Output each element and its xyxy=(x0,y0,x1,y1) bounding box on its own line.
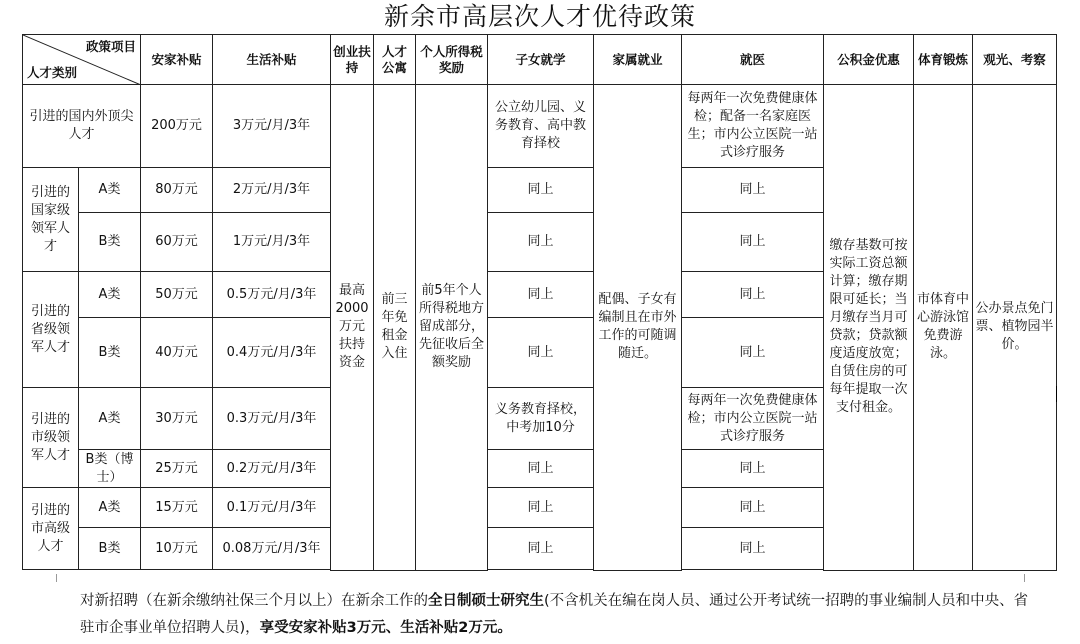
spacer-cell xyxy=(213,570,331,571)
house-subsidy-cell: 200万元 xyxy=(141,85,213,168)
school-cell: 同上 xyxy=(488,272,594,318)
house-subsidy-cell: 25万元 xyxy=(141,450,213,488)
note-paragraph xyxy=(80,588,1040,642)
housing-fund-cell: 缴存基数可按实际工资总额计算；缴存期限可延长；当月缴存当月可贷款；贷款额度适度放宽；自赁住房的可每年提取一次支付租金。 xyxy=(824,85,914,571)
col-header-tour: 观光、考察 xyxy=(973,35,1057,85)
school-cell: 公立幼儿园、义务教育、高中教育择校 xyxy=(488,85,594,168)
living-subsidy-cell: 1万元/月/3年 xyxy=(213,213,331,272)
text-cursor xyxy=(1056,386,1057,402)
startup-support-cell: 最高2000万元扶持资金 xyxy=(331,85,374,571)
sport-cell: 市体育中心游泳馆免费游泳。 xyxy=(914,85,973,571)
page-title: 新余市高层次人才优待政策 xyxy=(383,2,696,31)
living-subsidy-cell: 3万元/月/3年 xyxy=(213,85,331,168)
category-top-talent: 引进的国内外顶尖人才 xyxy=(23,85,141,168)
spacer-cell xyxy=(682,570,824,571)
category-national: 引进的国家级领军人才 xyxy=(23,168,79,272)
medical-cell: 每两年一次免费健康体检；配备一名家庭医生；市内公立医院一站式诊疗服务 xyxy=(682,85,824,168)
talent-category-label: 人才类别 xyxy=(27,65,78,80)
living-subsidy-cell: 0.3万元/月/3年 xyxy=(213,388,331,450)
school-cell: 同上 xyxy=(488,488,594,528)
house-subsidy-cell: 30万元 xyxy=(141,388,213,450)
class-cell: A类 xyxy=(79,488,141,528)
note-bold-1: 全日制硕士研究生 xyxy=(428,593,544,609)
class-cell-doctor: B类（博士） xyxy=(79,450,141,488)
col-header-tax: 个人所得税奖励 xyxy=(416,35,488,85)
medical-cell: 同上 xyxy=(682,450,824,488)
house-subsidy-cell: 10万元 xyxy=(141,528,213,570)
col-header-apartment: 人才公寓 xyxy=(374,35,416,85)
house-subsidy-cell: 80万元 xyxy=(141,168,213,213)
school-cell: 同上 xyxy=(488,528,594,570)
apartment-cell: 前三年免租金入住 xyxy=(374,85,416,571)
school-cell: 义务教育择校，中考加10分 xyxy=(488,388,594,450)
living-subsidy-cell: 0.08万元/月/3年 xyxy=(213,528,331,570)
col-header-startup: 创业扶持 xyxy=(331,35,374,85)
policy-table xyxy=(22,34,1057,571)
house-subsidy-cell: 40万元 xyxy=(141,318,213,388)
class-cell: B类 xyxy=(79,318,141,388)
class-cell: B类 xyxy=(79,213,141,272)
note-text-2: (不含机关在编在岗人员、通过公开考试统一招聘的事业编制人员和中央、省驻市企事业单位招聘人员)， xyxy=(80,593,1029,636)
margin-mark-right xyxy=(1024,574,1025,582)
class-cell: B类 xyxy=(79,528,141,570)
class-cell: A类 xyxy=(79,272,141,318)
spacer-cell xyxy=(141,570,213,571)
medical-cell: 同上 xyxy=(682,488,824,528)
house-subsidy-cell: 60万元 xyxy=(141,213,213,272)
note-bold-2: 享受安家补贴3万元、生活补贴2万元。 xyxy=(259,620,512,636)
category-provincial: 引进的省级领军人才 xyxy=(23,272,79,388)
school-cell: 同上 xyxy=(488,168,594,213)
col-header-living: 生活补贴 xyxy=(213,35,331,85)
living-subsidy-cell: 0.1万元/月/3年 xyxy=(213,488,331,528)
medical-cell: 同上 xyxy=(682,528,824,570)
tour-cell: 公办景点免门票、植物园半价。 xyxy=(973,85,1057,571)
policy-item-label: 政策项目 xyxy=(85,39,136,54)
living-subsidy-cell: 0.5万元/月/3年 xyxy=(213,272,331,318)
medical-cell: 每两年一次免费健康体检；市内公立医院一站式诊疗服务 xyxy=(682,388,824,450)
note-text-1: 对新招聘（在新余缴纳社保三个月以上）在新余工作的 xyxy=(80,593,428,609)
school-cell: 同上 xyxy=(488,450,594,488)
header-row xyxy=(23,35,1057,85)
col-header-fund: 公积金优惠 xyxy=(824,35,914,85)
col-header-house: 安家补贴 xyxy=(141,35,213,85)
medical-cell: 同上 xyxy=(682,168,824,213)
col-header-family-job: 家属就业 xyxy=(594,35,682,85)
spacer-cell xyxy=(488,570,594,571)
spacer-cell xyxy=(23,570,141,571)
medical-cell: 同上 xyxy=(682,213,824,272)
diagonal-header-cell xyxy=(23,35,141,85)
col-header-sport: 体育锻炼 xyxy=(914,35,973,85)
medical-cell: 同上 xyxy=(682,318,824,388)
category-city-leader: 引进的市级领军人才 xyxy=(23,388,79,488)
living-subsidy-cell: 0.4万元/月/3年 xyxy=(213,318,331,388)
col-header-school: 子女就学 xyxy=(488,35,594,85)
medical-cell: 同上 xyxy=(682,272,824,318)
school-cell: 同上 xyxy=(488,318,594,388)
col-header-medical: 就医 xyxy=(682,35,824,85)
house-subsidy-cell: 50万元 xyxy=(141,272,213,318)
table-row xyxy=(23,85,1057,168)
family-job-cell: 配偶、子女有编制且在市外工作的可随调随迁。 xyxy=(594,85,682,571)
class-cell: A类 xyxy=(79,388,141,450)
class-cell: A类 xyxy=(79,168,141,213)
category-city-high: 引进的市高级人才 xyxy=(23,488,79,570)
tax-reward-cell: 前5年个人所得税地方留成部分，先征收后全额奖励 xyxy=(416,85,488,571)
house-subsidy-cell: 15万元 xyxy=(141,488,213,528)
living-subsidy-cell: 2万元/月/3年 xyxy=(213,168,331,213)
school-cell: 同上 xyxy=(488,213,594,272)
living-subsidy-cell: 0.2万元/月/3年 xyxy=(213,450,331,488)
margin-mark-left xyxy=(56,574,57,582)
